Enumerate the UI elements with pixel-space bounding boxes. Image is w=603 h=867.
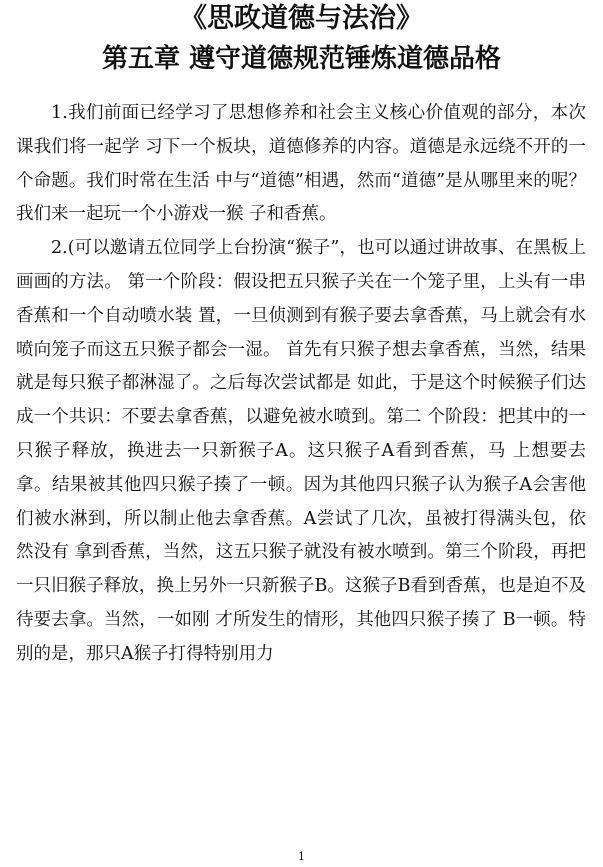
paragraph-2: 2.(可以邀请五位同学上台扮演“猴子”，也可以通过讲故事、在黑板上画画的方法。 第一个阶段：假设把五只猴子关在一个笼子里，上头有一串香蕉和一个自动喷水装 置，一旦侦测到有猴子要去拿香蕉，马上就会有水喷向笼子而这五只猴子都会一湿。 首先有只猴子想去拿香蕉，当然，结果就是每只猴子都淋湿了。之后每次尝试都是 如此，于是这个时候猴子们达成一个共识：不要去拿香蕉，以避免被水喷到。第二 个阶段：把其中的一只猴子释放，换进去一只新猴子A。这只猴子A看到香蕉，马 上想要去拿。结果被其他四只猴子揍了一顿。因为其他四只猴子认为猴子A会害他 们被水淋到，所以制止他去拿香蕉。A尝试了几次，虽被打得满头包，依然没有 拿到香蕉，当然，这五只猴子就没有被水喷到。第三个阶段，再把一只旧猴子释放，换上另外一只新猴子B。这猴子B看到香蕉，也是迫不及待要去拿。当然，一如刚 才所发生的情形，其他四只猴子揍了 B一顿。特别的是，那只A猴子打得特别用力	[16, 238, 586, 664]
document-body	[16, 97, 586, 672]
page-number: 1	[298, 850, 305, 863]
chapter-title: 第五章 遵守道德规范锤炼道德品格	[101, 44, 502, 74]
document-title: 《思政道德与法治》	[180, 3, 423, 34]
paragraph-1: 1.我们前面已经学习了思想修养和社会主义核心价值观的部分，本次课我们将一起学 习下一个板块，道德修养的内容。道德是永远绕不开的一个命题。我们时常在生活 中与“道德”相遇，然而“道德”是从哪里来的呢？我们来一起玩一个小游戏一猴 子和香蕉。	[16, 103, 586, 225]
